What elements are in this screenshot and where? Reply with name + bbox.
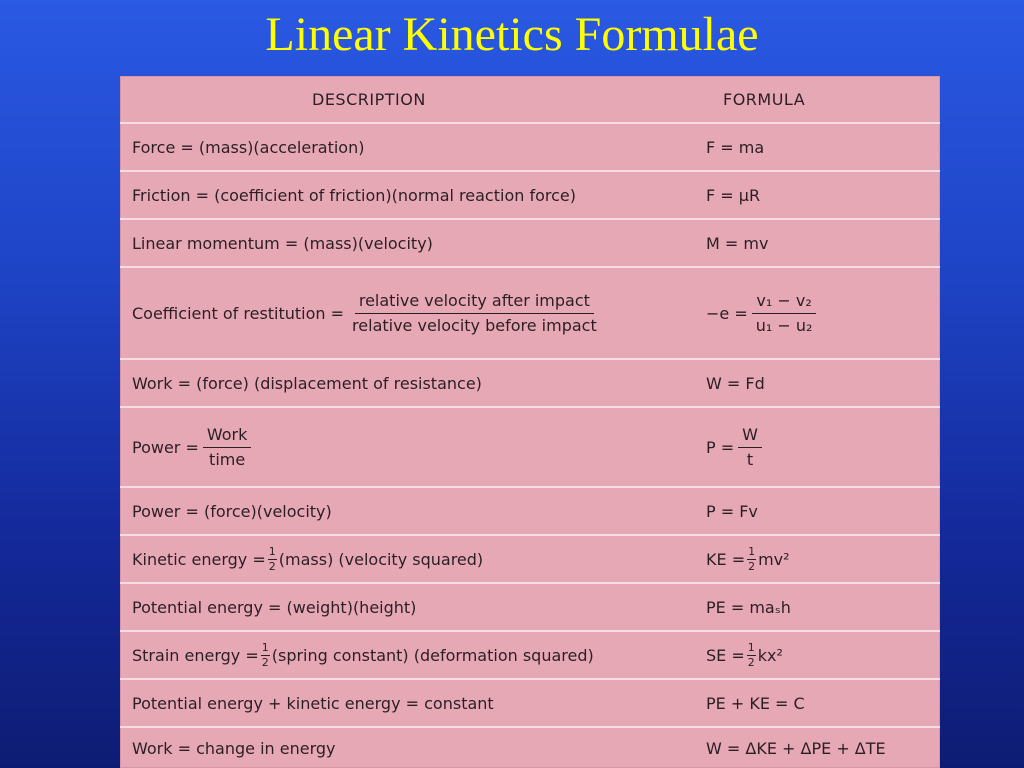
formula-prefix: P =: [706, 437, 735, 457]
formula-prefix: −e =: [706, 303, 748, 323]
row-description: Linear momentum = (mass)(velocity): [132, 233, 433, 253]
row-description: Work = (force) (displacement of resistance): [132, 373, 482, 393]
formula-fraction: [752, 291, 817, 334]
table-row: [120, 124, 940, 172]
formula-column-header: FORMULA: [723, 89, 806, 109]
table-row: [120, 408, 940, 488]
row-description: Potential energy + kinetic energy = constant: [132, 693, 494, 713]
description-fraction: [348, 291, 601, 334]
fraction-denominator: relative velocity before impact: [352, 315, 597, 335]
description-suffix: (spring constant) (deformation squared): [271, 645, 594, 665]
formula-suffix: kx²: [757, 645, 783, 665]
table-row: [120, 172, 940, 220]
fraction-denominator: 2: [268, 559, 276, 573]
fraction-denominator: time: [209, 449, 246, 469]
description-fraction: [203, 425, 252, 468]
description-prefix: Power =: [132, 437, 199, 457]
row-formula: M = mv: [706, 233, 769, 253]
formula-fraction: [738, 425, 762, 468]
description-prefix: Coefficient of restitution =: [132, 303, 345, 323]
row-formula: [706, 268, 820, 358]
fraction-numerator: Work: [203, 425, 252, 447]
table-row: [120, 584, 940, 632]
fraction-numerator: 1: [747, 641, 755, 655]
table-row: [120, 536, 940, 584]
fraction-denominator: 2: [747, 655, 755, 669]
row-description: Work = change in energy: [132, 738, 336, 758]
table-header-row: [120, 76, 940, 124]
formula-prefix: KE =: [706, 549, 746, 569]
row-formula: W = ΔKE + ΔPE + ΔTE: [706, 738, 886, 758]
fraction-denominator: t: [746, 449, 754, 469]
row-description: Potential energy = (weight)(height): [132, 597, 417, 617]
row-description: [132, 268, 605, 358]
row-formula: [706, 408, 766, 486]
table-row: [120, 220, 940, 268]
formula-suffix: mv²: [758, 549, 790, 569]
row-description: Force = (mass)(acceleration): [132, 137, 365, 157]
table-row: [120, 728, 940, 768]
row-formula: [706, 632, 783, 678]
row-formula: P = Fv: [706, 501, 758, 521]
half-fraction: [747, 641, 756, 668]
formula-prefix: SE =: [706, 645, 745, 665]
row-description: [132, 408, 255, 486]
fraction-numerator: relative velocity after impact: [355, 291, 594, 313]
fraction-numerator: v₁ − v₂: [752, 291, 815, 313]
description-suffix: (mass) (velocity squared): [278, 549, 484, 569]
fraction-denominator: 2: [748, 559, 756, 573]
half-fraction: [268, 545, 277, 572]
fraction-numerator: W: [738, 425, 762, 447]
description-prefix: Kinetic energy =: [132, 549, 266, 569]
table-row: [120, 268, 940, 360]
row-formula: [706, 536, 790, 582]
row-formula: F = ma: [706, 137, 765, 157]
fraction-denominator: u₁ − u₂: [755, 315, 813, 335]
half-fraction: [747, 545, 756, 572]
table-row: [120, 488, 940, 536]
row-description: Friction = (coefficient of friction)(normal reaction force): [132, 185, 576, 205]
fraction-denominator: 2: [261, 655, 269, 669]
table-row: [120, 680, 940, 728]
fraction-numerator: 1: [748, 545, 756, 559]
table-row: [120, 360, 940, 408]
fraction-numerator: 1: [261, 641, 269, 655]
row-description: Power = (force)(velocity): [132, 501, 332, 521]
description-column-header: DESCRIPTION: [312, 89, 426, 109]
fraction-numerator: 1: [268, 545, 276, 559]
row-formula: PE = maₛh: [706, 597, 791, 617]
row-description: [132, 632, 594, 678]
row-description: [132, 536, 483, 582]
row-formula: W = Fd: [706, 373, 765, 393]
slide-title: Linear Kinetics Formulae: [265, 8, 759, 61]
table-row: [120, 632, 940, 680]
formula-table: [120, 76, 940, 768]
row-formula: F = μR: [706, 185, 761, 205]
row-formula: PE + KE = C: [706, 693, 805, 713]
half-fraction: [261, 641, 270, 668]
description-prefix: Strain energy =: [132, 645, 259, 665]
